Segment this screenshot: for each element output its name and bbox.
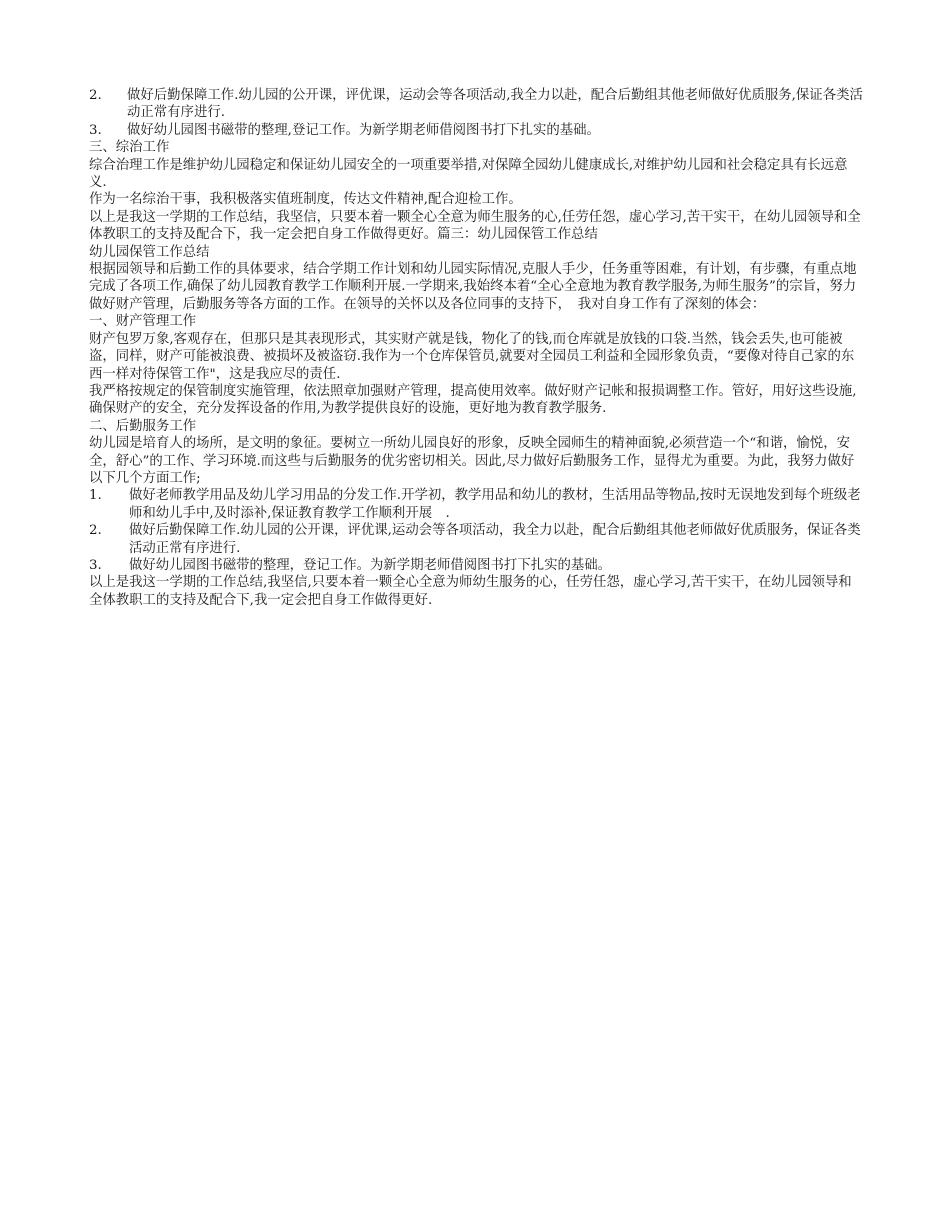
item-number: 3.	[89, 122, 102, 138]
item-number: 2.	[89, 523, 102, 539]
paragraph: 一、财产管理工作	[89, 314, 197, 330]
paragraph: 作为一名综治干事，我积极落实值班制度，传达文件精神,配合迎检工作。	[89, 192, 522, 208]
item-number: 1.	[89, 488, 102, 504]
paragraph: 以上是我这一学期的工作总结，我坚信，只要本着一颗全心全意为师生服务的心,任劳任怨，虚心学习,苦干实干，在幼儿园领导和全体教职工的支持及配合下，我一定会把自身工作做得更好。篇三：幼儿园保管工作总结	[89, 209, 861, 243]
item-text: 做好后勤保障工作.幼儿园的公开课，评优课,运动会等各项活动，我全力以赴，配合后勤组其他老师做好优质服务，保证各类活动正常有序进行.	[129, 523, 861, 556]
paragraph: 综合治理工作是维护幼儿园稳定和保证幼儿园安全的一项重要举措,对保障全园幼儿健康成长,对维护幼儿园和社会稳定具有长远意义.	[89, 157, 848, 191]
item-text: 做好后勤保障工作.幼儿园的公开课，评优课，运动会等各项活动,我全力以赴，配合后勤组其他老师做好优质服务,保证各类活动正常有序进行.	[127, 88, 863, 121]
document-body	[89, 87, 864, 609]
numbered-item	[89, 557, 864, 574]
paragraph: 二、后勤服务工作	[89, 418, 197, 434]
numbered-item	[89, 487, 864, 522]
numbered-item	[89, 522, 864, 557]
paragraph: 三、综治工作	[89, 140, 170, 156]
item-text: 做好老师教学用品及幼儿学习用品的分发工作.开学初，教学用品和幼儿的教材，生活用品等物品,按时无误地发到每个班级老师和幼儿手中,及时添补,保证教育教学工作顺利开展 .	[129, 488, 861, 521]
numbered-item	[89, 122, 864, 139]
item-number: 3.	[89, 557, 102, 573]
paragraph: 幼儿园是培育人的场所，是文明的象征。要树立一所幼儿园良好的形象，反映全园师生的精神面貌,必须营造一个“和谐，愉悦，安全，舒心”的工作、学习环境.而这些与后勤服务的优劣密切相关。因此,尽力做好后勤服务工作，显得尤为重要。为此，我努力做好以下几个方面工作;	[89, 436, 855, 486]
item-text: 做好幼儿园图书磁带的整理，登记工作。为新学期老师借阅图书打下扎实的基础。	[129, 557, 612, 573]
paragraph: 财产包罗万象,客观存在，但那只是其表现形式，其实财产就是钱，物化了的钱,而仓库就是放钱的口袋.当然，钱会丢失,也可能被盗，同样，财产可能被浪费、被损坏及被盗窃.我作为一个仓库保管员,就要对全园员工利益和全园形象负责，“要像对待自己家的东西一样对待保管工作"，这是我应尽的责任.	[89, 331, 855, 382]
item-text: 做好幼儿园图书磁带的整理,登记工作。为新学期老师借阅图书打下扎实的基础。	[127, 122, 600, 138]
paragraph: 我严格按规定的保管制度实施管理，依法照章加强财产管理，提高使用效率。做好财产记帐和报损调整工作。管好，用好这些设施,确保财产的安全，充分发挥设备的作用,为教学提供良好的设施，更好地为教育教学服务.	[89, 383, 857, 417]
paragraph: 幼儿园保管工作总结	[89, 244, 210, 260]
paragraph: 根据园领导和后勤工作的具体要求，结合学期工作计划和幼儿园实际情况,克服人手少，任务重等困难，有计划，有步骤，有重点地完成了各项工作,确保了幼儿园教育教学工作顺利开展.一学期来,我始终本着“全心全意地为教育教学服务,为师生服务”的宗旨，努力做好财产管理，后勤服务等各方面的工作。在领导的关怀以及各位同事的支持下， 我对自身工作有了深刻的体会：	[89, 262, 857, 312]
item-number: 2.	[89, 88, 102, 103]
paragraph: 以上是我这一学期的工作总结,我坚信,只要本着一颗全心全意为师幼生服务的心，任劳任怨，虚心学习,苦干实干，在幼儿园领导和全体教职工的支持及配合下,我一定会把自身工作做得更好.	[89, 575, 852, 608]
numbered-item	[89, 87, 864, 122]
